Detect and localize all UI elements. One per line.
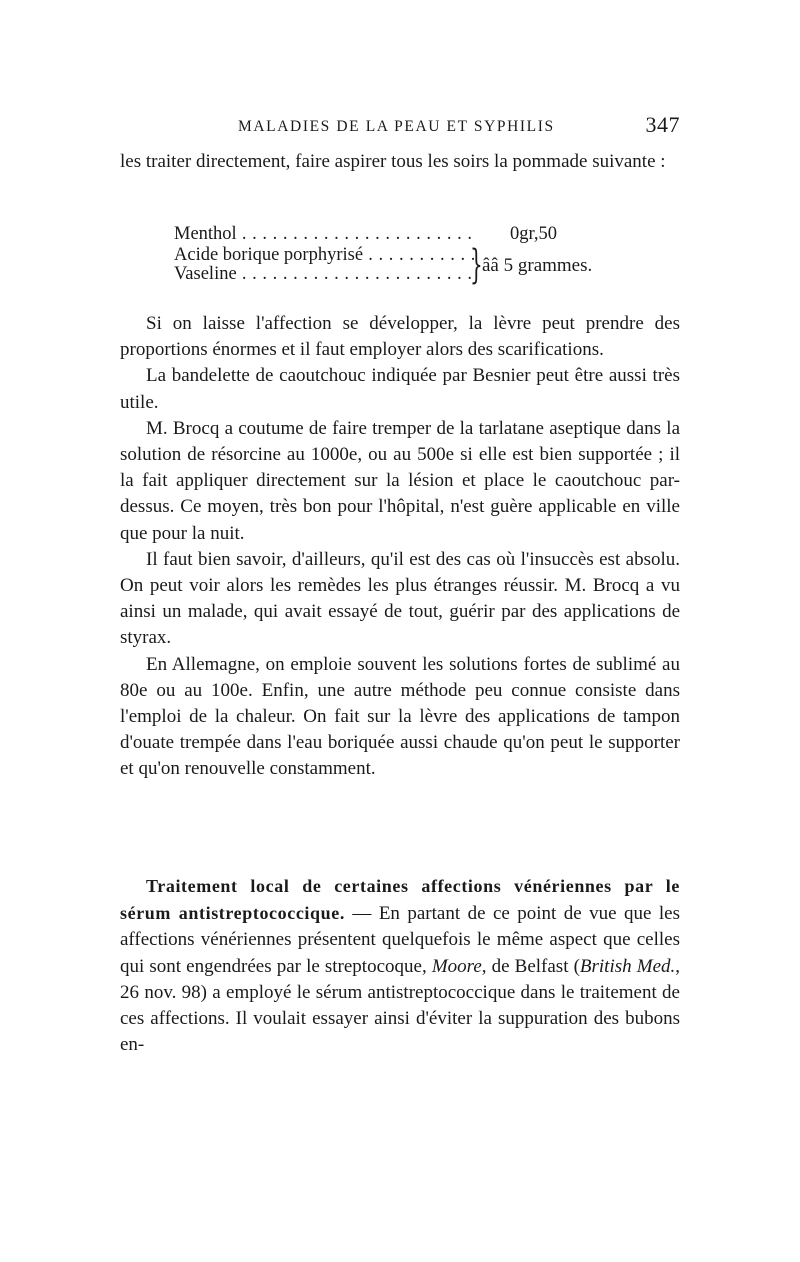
section-text-b: , de Belfast ( <box>481 955 580 977</box>
section-paragraph <box>120 873 680 1058</box>
section-text-c: , 26 nov. 98) a employé le sérum antistreptococcique dans le traitement de ces affections. Il voulait essayer ainsi d'éviter la suppuration des bubons en- <box>120 955 680 1056</box>
page-header <box>120 112 680 142</box>
ingredient-name: Vaseline . . . <box>174 264 474 285</box>
journal-name: British Med. <box>579 955 676 977</box>
prescription-formula <box>174 224 644 288</box>
ingredient-name: Acide borique porphyrisé . . . <box>174 245 474 266</box>
paragraph: Si on laisse l'affection se développer, la lèvre peut prendre des proportions énormes et il faut employer alors des scarifications. <box>120 313 680 361</box>
intro-text <box>120 149 680 175</box>
ingredient-name: Menthol . . . <box>174 224 474 245</box>
paragraph: Il faut bien savoir, d'ailleurs, qu'il est des cas où l'insuccès est absolu. On peut voir alors les remèdes les plus étranges réussir. M. Brocq a vu ainsi un malade, qui avait essayé de tout, guérir par des applications de styrax. <box>120 548 680 649</box>
shared-quantity: ââ 5 grammes. <box>482 255 593 276</box>
body-text <box>120 311 680 783</box>
ingredient-quantity: 0gr,50 <box>510 224 558 244</box>
curly-brace-icon: } <box>470 242 483 288</box>
formula-row-vaseline <box>174 264 474 291</box>
paragraph: La bandelette de caoutchouc indiquée par Besnier peut être aussi très utile. <box>120 365 680 413</box>
paragraph: En Allemagne, on emploie souvent les solutions fortes de sublimé au 80e ou au 100e. Enfin, une autre méthode peu connue consiste dans l'emploi de la chaleur. On fait sur la lèvre des applications de tampon d'ouate trempée dans l'eau boriquée aussi chaude qu'on peut le supporter et qu'on renouvelle constamment. <box>120 653 680 780</box>
paragraph: M. Brocq a coutume de faire tremper de la tarlatane aseptique dans la solution de résorcine au 1000e, ou au 500e si elle est bien supportée ; il la fait appliquer directement sur la lésion et place le caoutchouc par-dessus. Ce moyen, très bon pour l'hôpital, n'est guère applicable en ville que pour la nuit. <box>120 417 680 544</box>
section-text <box>120 873 680 1058</box>
dash: — <box>344 903 379 925</box>
section-text-a: En partant de ce point de vue que les affections vénériennes présentent quelquefois le même aspect que celles qui sont engendrées par le streptocoque, <box>120 903 681 977</box>
section-heading: Traitement local de certaines affections vénériennes par le sérum antistreptococcique. <box>120 876 680 924</box>
page-number: 347 <box>645 112 680 137</box>
paragraph: les traiter directement, faire aspirer tous les soirs la pommade suivante : <box>120 151 666 172</box>
author-name: Moore <box>431 955 482 977</box>
running-title: MALADIES DE LA PEAU ET SYPHILIS <box>238 118 555 135</box>
